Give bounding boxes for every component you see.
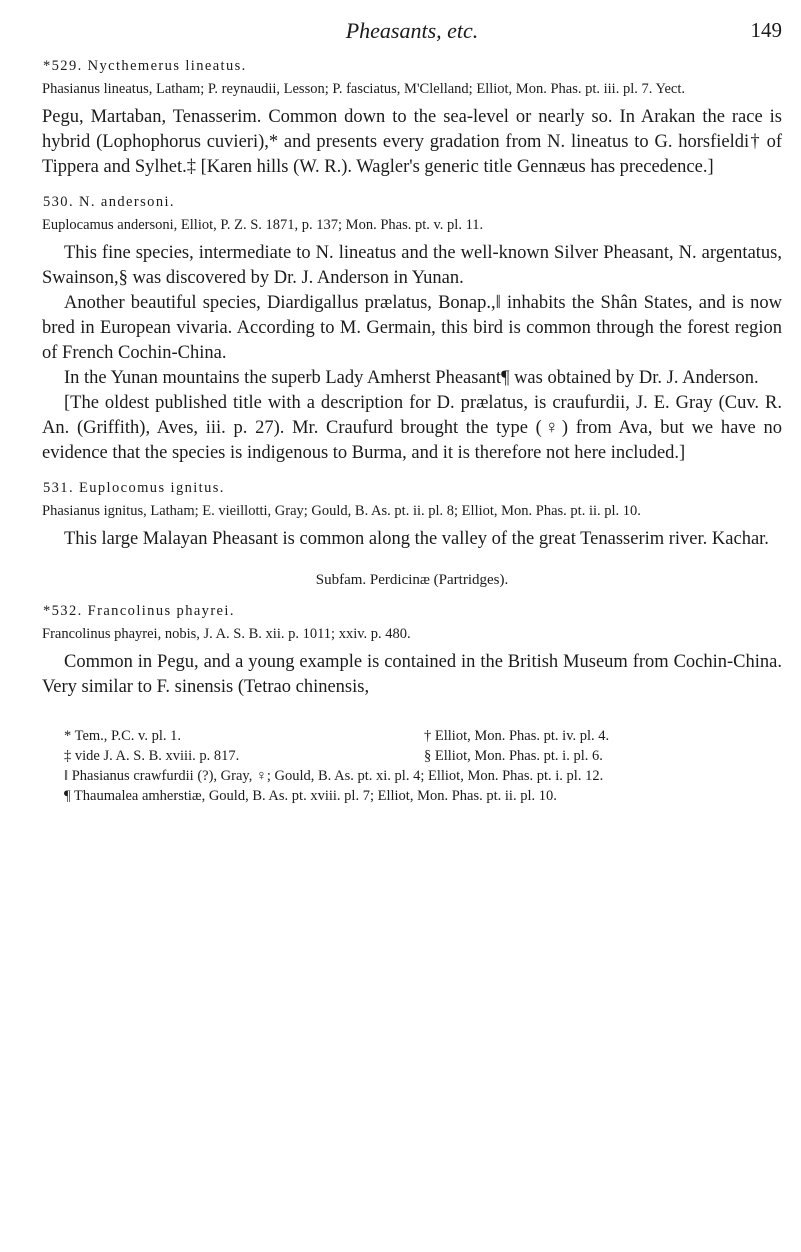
subfamily-heading: Subfam. Perdicinæ (Partridges). <box>315 572 509 588</box>
footnote-dagger: † Elliot, Mon. Phas. pt. iv. pl. 4. <box>424 728 610 744</box>
footnote-parallel: ‖ Phasianus crawfurdii (?), Gray, ♀; Gould, B. As. pt. xi. pl. 4; Elliot, Mon. Phas. pt. i. pl. 12. <box>64 768 604 784</box>
footnotes <box>42 726 782 806</box>
entry-531-synonymy: Phasianus ignitus, Latham; E. vieillotti, Gray; Gould, B. As. pt. ii. pl. 8; Elliot, Mon. Phas. pt. ii. pl. 10. <box>42 503 641 519</box>
entry-530-heading: 530. N. andersoni. <box>43 194 175 210</box>
entry-529-synonymy: Phasianus lineatus, Latham; P. reynaudii, Lesson; P. fasciatus, M'Clelland; Elliot, Mon. Phas. pt. iii. pl. 7. Yect. <box>42 81 685 97</box>
footnote-star: * Tem., P.C. v. pl. 1. <box>64 728 182 744</box>
footnote-section: § Elliot, Mon. Phas. pt. i. pl. 6. <box>424 748 603 764</box>
footnote-pilcrow: ¶ Thaumalea amherstiæ, Gould, B. As. pt. xviii. pl. 7; Elliot, Mon. Phas. pt. ii. pl. 10. <box>64 788 557 804</box>
entry-532-synonymy: Francolinus phayrei, nobis, J. A. S. B. xii. p. 1011; xxiv. p. 480. <box>42 626 411 642</box>
entry-532-text: Common in Pegu, and a young example is contained in the British Museum from Cochin-China. Very similar to F. sinensis (Tetrao chinensis, <box>42 652 782 697</box>
entry-532-heading: *532. Francolinus phayrei. <box>43 603 235 619</box>
book-page <box>42 18 782 806</box>
entry-529-text: Pegu, Martaban, Tenasserim. Common down to the sea-level or nearly so. In Arakan the race is hybrid (Lophophorus cuvieri),* and presents every gradation from N. lineatus to G. horsfieldi† of Tippera and Sylhet.‡ [Karen hills (W. R.). Wagler's generic title Gennæus has precedence.] <box>42 107 782 177</box>
entry-530-paragraph-3: In the Yunan mountains the superb Lady Amherst Pheasant¶ was obtained by Dr. J. Anderson. <box>64 368 759 388</box>
entry-530-paragraph-4: [The oldest published title with a description for D. prælatus, is craufurdii, J. E. Gray (Cuv. R. An. (Griffith), Aves, iii. p. 27). Mr. Craufurd brought the type (♀) from Ava, but we have no evidence that the species is indigenous to Burma, and it is therefore not here included.] <box>42 393 782 463</box>
page-number: 149 <box>750 18 782 42</box>
entry-531-heading: 531. Euplocomus ignitus. <box>43 480 225 496</box>
footnote-double-dagger: ‡ vide J. A. S. B. xviii. p. 817. <box>64 748 240 764</box>
running-head-title: Pheasants, etc. <box>345 18 479 43</box>
entry-529-heading: *529. Nycthemerus lineatus. <box>43 58 247 74</box>
entry-530-synonymy: Euplocamus andersoni, Elliot, P. Z. S. 1871, p. 137; Mon. Phas. pt. v. pl. 11. <box>42 217 484 233</box>
entry-530-paragraph-2: Another beautiful species, Diardigallus prælatus, Bonap.,‖ inhabits the Shân States, and is now bred in European vivaria. According to M. Germain, this bird is common through the forest region of French Cochin-China. <box>42 293 782 363</box>
entry-531-text: This large Malayan Pheasant is common along the valley of the great Tenasserim river. Kachar. <box>64 529 769 549</box>
entry-530-paragraph-1: This fine species, intermediate to N. lineatus and the well-known Silver Pheasant, N. argentatus, Swainson,§ was discovered by Dr. J. Anderson in Yunan. <box>42 243 782 288</box>
running-head <box>42 18 782 58</box>
